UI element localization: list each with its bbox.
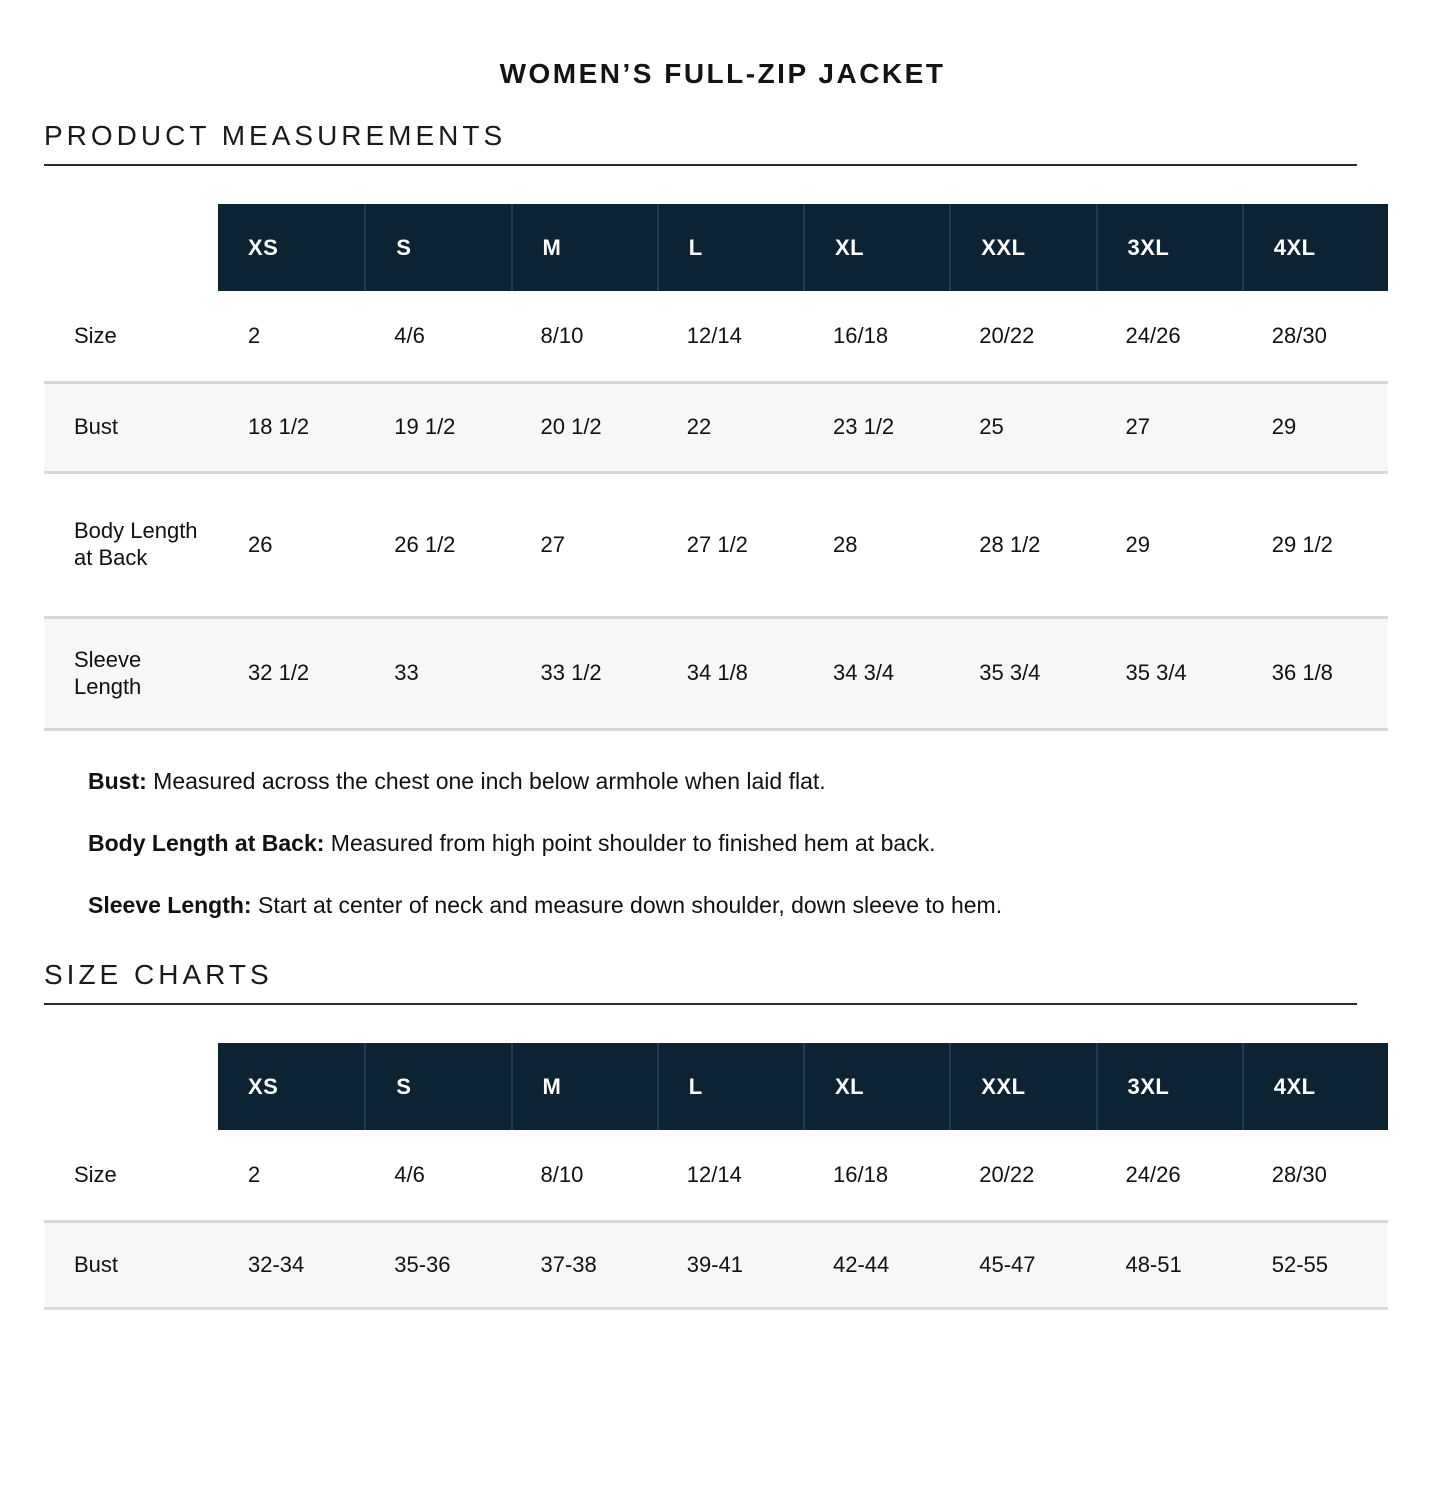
table-corner-spacer: [44, 204, 218, 291]
table-row: [44, 291, 1388, 381]
cell-value: 18 1/2: [248, 414, 310, 440]
cell-value: 16/18: [833, 322, 889, 348]
table-header-row: [44, 1043, 1388, 1130]
note-term: Body Length at Back:: [88, 829, 325, 856]
size-column-header: S: [364, 204, 510, 291]
cell-value: 20/22: [979, 1161, 1035, 1187]
table-header-row: [44, 204, 1388, 291]
product-measurements-table: [44, 204, 1388, 731]
note-term: Sleeve Length:: [88, 891, 252, 918]
cell-value: 24/26: [1125, 1161, 1181, 1187]
cell-value: 28/30: [1271, 1161, 1327, 1187]
cell-value: 27: [1125, 414, 1150, 440]
cell-value: 42-44: [833, 1251, 890, 1277]
size-column-header: M: [511, 204, 657, 291]
size-column-header: 4XL: [1242, 204, 1388, 291]
row-label: Sleeve Length: [74, 646, 142, 699]
cell-value: 2: [248, 322, 261, 348]
row-label: Size: [74, 322, 117, 348]
row-label: Bust: [74, 414, 119, 440]
cell-value: 28: [833, 531, 858, 557]
cell-value: 28 1/2: [979, 531, 1041, 557]
table-corner-spacer: [44, 1043, 218, 1130]
cell-value: 26 1/2: [394, 531, 456, 557]
note-text: Measured from high point shoulder to finished hem at back.: [324, 829, 936, 856]
cell-value: 27 1/2: [686, 531, 748, 557]
cell-value: 29 1/2: [1271, 531, 1333, 557]
cell-value: 12/14: [686, 1161, 742, 1187]
note-term: Bust:: [88, 768, 147, 794]
table-row: [44, 381, 1388, 471]
cell-value: 32 1/2: [248, 660, 310, 686]
cell-value: 27: [540, 531, 565, 557]
cell-value: 34 1/8: [686, 660, 748, 686]
table-row: [44, 471, 1388, 616]
size-column-header: XXL: [949, 1043, 1095, 1130]
product-measurements-section: [44, 120, 1445, 919]
measurement-notes: [88, 767, 1445, 919]
cell-value: 24/26: [1125, 322, 1181, 348]
size-column-header: XS: [218, 204, 364, 291]
size-column-header: L: [657, 1043, 803, 1130]
section-divider-line: [44, 164, 1357, 166]
cell-value: 28/30: [1271, 322, 1327, 348]
size-column-header: 3XL: [1096, 204, 1242, 291]
cell-value: 33 1/2: [540, 660, 602, 686]
cell-value: 45-47: [979, 1251, 1036, 1277]
row-label: Bust: [74, 1251, 119, 1277]
measurement-note: [88, 767, 1445, 796]
cell-value: 4/6: [394, 1161, 425, 1187]
table-row: [44, 1220, 1388, 1310]
cell-value: 35 3/4: [1125, 660, 1187, 686]
size-charts-heading: SIZE CHARTS: [44, 959, 273, 991]
size-column-header: S: [364, 1043, 510, 1130]
table-row: [44, 1130, 1388, 1220]
size-charts-table: [44, 1043, 1388, 1310]
size-column-header: 4XL: [1242, 1043, 1388, 1130]
cell-value: 29: [1125, 531, 1150, 557]
note-text: Measured across the chest one inch below armhole when laid flat.: [146, 768, 826, 794]
cell-value: 26: [248, 531, 273, 557]
cell-value: 25: [979, 414, 1004, 440]
cell-value: 34 3/4: [833, 660, 895, 686]
cell-value: 23 1/2: [833, 414, 895, 440]
cell-value: 37-38: [540, 1251, 597, 1277]
size-column-header: XL: [803, 1043, 949, 1130]
cell-value: 16/18: [833, 1161, 889, 1187]
page-title: WOMEN’S FULL-ZIP JACKET: [499, 58, 946, 89]
measurement-note: [88, 891, 1445, 920]
measurement-note: [88, 829, 1445, 858]
product-measurements-heading: PRODUCT MEASUREMENTS: [44, 120, 507, 151]
cell-value: 4/6: [394, 322, 425, 348]
cell-value: 35-36: [394, 1251, 451, 1277]
cell-value: 20/22: [979, 322, 1035, 348]
size-charts-section: [44, 959, 1445, 1310]
cell-value: 29: [1271, 414, 1297, 440]
cell-value: 20 1/2: [540, 414, 602, 440]
cell-value: 36 1/8: [1271, 660, 1333, 686]
size-column-header: M: [511, 1043, 657, 1130]
cell-value: 8/10: [540, 322, 584, 348]
cell-value: 52-55: [1271, 1251, 1329, 1277]
row-label: Body Length at Back: [74, 518, 198, 570]
cell-value: 19 1/2: [394, 414, 456, 440]
cell-value: 8/10: [540, 1161, 584, 1187]
cell-value: 33: [394, 660, 419, 686]
table-row: [44, 616, 1388, 731]
size-column-header: L: [657, 204, 803, 291]
cell-value: 48-51: [1125, 1251, 1182, 1277]
cell-value: 22: [686, 414, 712, 440]
size-column-header: 3XL: [1096, 1043, 1242, 1130]
cell-value: 39-41: [686, 1251, 744, 1277]
note-text: Start at center of neck and measure down shoulder, down sleeve to hem.: [251, 891, 1003, 918]
cell-value: 2: [248, 1161, 261, 1187]
section-divider-line: [44, 1003, 1357, 1005]
cell-value: 35 3/4: [979, 660, 1041, 686]
cell-value: 12/14: [686, 322, 742, 348]
row-label: Size: [74, 1161, 117, 1187]
size-column-header: XL: [803, 204, 949, 291]
size-column-header: XS: [218, 1043, 364, 1130]
cell-value: 32-34: [248, 1251, 305, 1277]
size-column-header: XXL: [949, 204, 1095, 291]
